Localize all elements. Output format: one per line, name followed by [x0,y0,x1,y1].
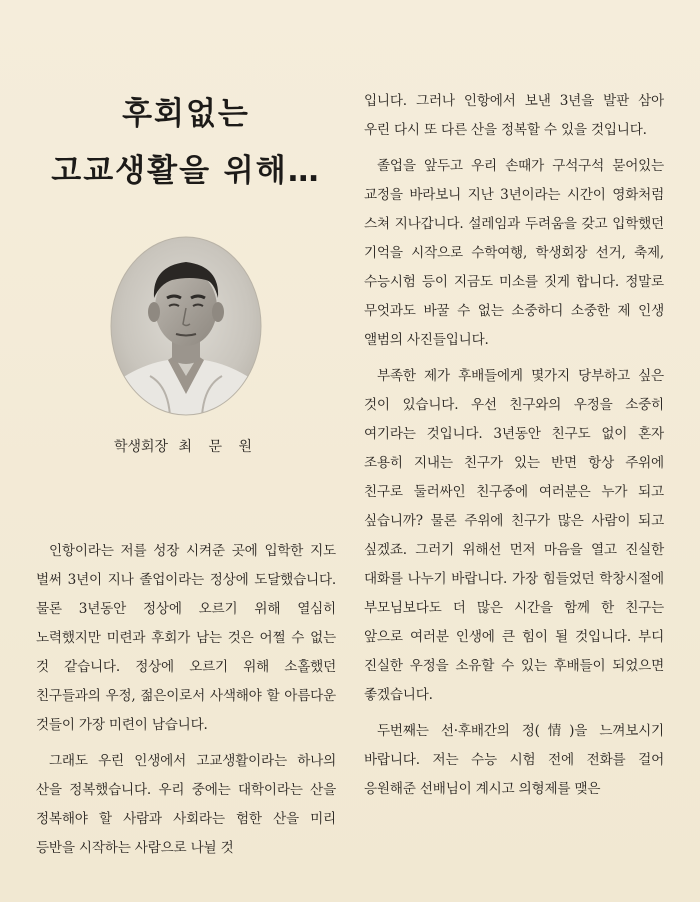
student-portrait [110,236,262,416]
caption-name: 최 문 원 [178,439,259,455]
title-block [36,80,336,455]
portrait-photo [110,236,262,416]
right-paragraph-2: 졸업을 앞두고 우리 손때가 구석구석 묻어있는 교정을 바라보니 지난 3년이라는 시간이 영화처럼 스쳐 지나갑니다. 설레임과 두려움을 갖고 입학했던 기억을 시작으로 수학여행, 학생회장 선거, 축제, 수능시험 등이 지금도 미소를 짓게 합니다. 정말로 무엇과도 바꿀 수 없는 소중하디 소중한 제 인생 앨범의 사진들입니다. [364,158,664,348]
left-paragraph-2: 그래도 우린 인생에서 고교생활이라는 하나의 산을 정복했습니다. 우리 중에는 대학이라는 산을 정복해야 할 사람과 사회라는 험한 산을 미리 등반을 시작하는 사람으로 나뉠 것 [36,753,336,856]
caption-role: 학생회장 [113,439,169,455]
portrait-caption [36,436,336,456]
right-paragraph-1: 입니다. 그러나 인항에서 보낸 3년을 발판 삼아 우린 다시 또 다른 산을 정복할 수 있을 것입니다. [364,93,664,138]
right-paragraph-3: 부족한 제가 후배들에게 몇가지 당부하고 싶은 것이 있습니다. 우선 친구와의 우정을 소중히 여기라는 것입니다. 3년동안 친구도 없이 혼자 조용히 지내는 친구가 있는 반면 항상 주위에 친구로 둘러싸인 친구중에 여러분은 누가 되고 싶습니까? 물론 주위에 친구가 많은 사람이 되고 싶겠죠. 그러기 위해선 먼저 마음을 열고 진실한 대화를 나누기 바랍니다. 가장 힘들었던 학창시절에 부모님보다도 더 많은 시간을 함께 한 친구는 앞으로 여러분 인생에 큰 힘이 될 것입니다. 부디 진실한 우정을 소유할 수 있는 후배들이 되었으면 좋겠습니다. [364,368,664,703]
left-paragraph-1: 인항이라는 저를 성장 시켜준 곳에 입학한 지도 벌써 3년이 지나 졸업이라는 정상에 도달했습니다. 물론 3년동안 정상에 오르기 위해 열심히 노력했지만 미련과 후회가 남는 것은 어쩔 수 없는 것 같습니다. 정상에 오르기 위해 소홀했던 친구들과의 우정, 젊은이로서 사색해야 할 아름다운 것들이 가장 미련이 남습니다. [36,543,336,733]
right-paragraph-4: 두번째는 선·후배간의 정(情)을 느껴보시기 바랍니다. 저는 수능 시험 전에 전화를 걸어 응원해준 선배님이 계시고 의형제를 맺은 [364,723,664,797]
title-line-1: 후회없는 [122,96,250,132]
left-column-text [36,537,336,870]
title-line-2: 고교생활을 위해… [51,153,321,189]
right-column-text [364,87,664,811]
